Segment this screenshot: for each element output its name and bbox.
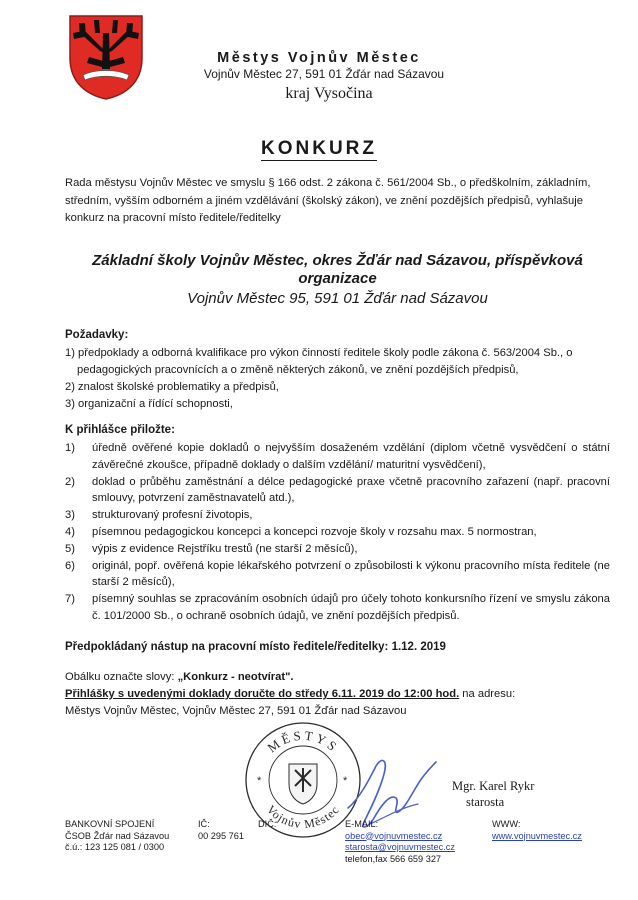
envelope-label: Obálku označte slovy: — [65, 671, 178, 683]
attachment-text: originál, popř. ověřená kopie lékařského potvrzení o způsobilosti k výkonu pracovního místa ředitele (ne starší 2 měsíců), — [92, 559, 610, 589]
attachments-heading: K přihlášce přiložte: — [65, 424, 175, 436]
requirements-list — [65, 345, 620, 413]
requirements-heading: Požadavky: — [65, 329, 129, 341]
attachment-number: 6) — [65, 559, 75, 572]
svg-text:MĚSTYS — [264, 728, 341, 756]
municipality-address: Vojnův Městec 27, 591 01 Žďár nad Sázavou — [203, 67, 445, 81]
stamp-bottom-text: Vojnův Městec — [263, 802, 343, 832]
signer-name: Mgr. Karel Rykr — [452, 779, 535, 793]
region-label: kraj Vysočina — [285, 85, 373, 102]
attachment-text: písemnou pedagogickou koncepci a koncepci rozvoje školy v rozsahu max. 5 normostran, — [92, 525, 537, 538]
deadline-bold: Přihlášky s uvedenými doklady doručte do středy 6.11. 2019 do 12:00 hod. — [65, 688, 460, 700]
delivery-address: Městys Vojnův Městec, Vojnův Městec 27, 591 01 Žďár nad Sázavou — [65, 705, 407, 717]
www-label: WWW: — [492, 819, 521, 829]
attachment-item — [65, 474, 610, 508]
bank-heading: BANKOVNÍ SPOJENÍ — [65, 819, 155, 829]
attachment-text: úředně ověřené kopie dokladů o nejvyšším dosaženém vzdělání (diplom včetně vysvědčení o státní závěrečné zkoušce, případně doklady o dalším vzdělání/ maturitní vysvědčení), — [92, 442, 610, 471]
email-link-office[interactable]: obec@vojnuvmestec.cz — [345, 830, 443, 841]
attachment-text: výpis z evidence Rejstříku trestů (ne starší 2 měsíců), — [92, 542, 358, 555]
attachment-item — [65, 440, 610, 474]
school-address: Vojnův Městec 95, 591 01 Žďár nad Sázavou — [187, 290, 488, 307]
phone-fax: telefon,fax 566 659 327 — [345, 853, 442, 864]
footer-contact — [345, 819, 455, 865]
attachments-list — [65, 440, 610, 625]
footer-web — [492, 819, 582, 842]
attachment-item — [65, 591, 610, 625]
attachment-item — [65, 541, 610, 558]
attachment-number: 3) — [65, 509, 75, 522]
website-link[interactable]: www.vojnuvmestec.cz — [492, 830, 582, 841]
attachment-text: písemný souhlas se zpracováním osobních údajů pro účely tohoto konkursního řízení ve smyslu zákona č. 101/2000 Sb., o ochraně osobních údajů, ve znění pozdějších předpisů. — [92, 593, 610, 622]
envelope-instruction — [65, 671, 294, 683]
requirement-item: 3) organizační a řídící schopnosti, — [65, 398, 233, 410]
signer-role: starosta — [466, 795, 505, 809]
envelope-mark: „Konkurz - neotvírat". — [177, 671, 294, 683]
requirement-item: 1) předpoklady a odborná kvalifikace pro výkon činností ředitele školy podle zákona č. 563/2004 Sb., o — [65, 347, 573, 359]
requirement-item-continuation: pedagogických pracovnících a o změně některých zákonů, ve znění pozdějších předpisů, — [77, 364, 519, 376]
footer-ic — [198, 819, 244, 842]
attachment-item — [65, 558, 610, 592]
stamp-top-text: MĚSTYS — [264, 727, 342, 756]
email-label: E-MAIL: — [345, 819, 379, 829]
attachment-number: 5) — [65, 542, 75, 555]
bank-name: ČSOB Žďár nad Sázavou — [65, 830, 170, 841]
attachment-number: 1) — [65, 442, 75, 454]
intro-paragraph: Rada městysu Vojnův Městec ve smyslu § 166 odst. 2 zákona č. 561/2004 Sb., o předškolním, základním, středním, vyšším odborném a jiném vzdělávání (školský zákon), ve znění pozdějších předpisů, vyhlašuje konkurz na pracovní místo ředitele/ředitelky — [65, 177, 591, 224]
svg-text:*: * — [257, 775, 262, 787]
document-heading: KONKURZ — [261, 138, 377, 159]
bank-account: č.ú.: 123 125 081 / 0300 — [65, 842, 165, 852]
ic-label: IČ: — [198, 819, 210, 829]
attachment-number: 4) — [65, 525, 75, 538]
submission-deadline — [65, 688, 515, 700]
attachment-item — [65, 507, 610, 524]
attachment-text: strukturovaný profesní životopis, — [92, 509, 253, 522]
email-link-mayor[interactable]: starosta@vojnuvmestec.cz — [345, 842, 455, 852]
footer-bank — [65, 819, 169, 854]
svg-text:*: * — [343, 775, 348, 787]
attachment-text: doklad o průběhu zaměstnání a délce pedagogické praxe včetně pracovního zařazení (např. pracovní smlouvy, potvrzení zaměstnavatelů atd.), — [92, 475, 610, 505]
dic-label: DIČ: — [258, 819, 277, 829]
deadline-rest: na adresu: — [459, 688, 516, 700]
start-date: Předpokládaný nástup na pracovní místo ředitele/ředitelky: 1.12. 2019 — [65, 641, 446, 653]
ic-value: 00 295 761 — [198, 830, 244, 841]
school-name: Základní školy Vojnův Městec, okres Žďár nad Sázavou, příspěvková organizace — [92, 252, 583, 287]
attachment-item — [65, 524, 610, 541]
requirement-item: 2) znalost školské problematiky a předpisů, — [65, 381, 279, 393]
municipality-title: Městys Vojnův Městec — [217, 50, 421, 66]
attachment-number: 2) — [65, 475, 75, 488]
footer-dic — [258, 819, 276, 831]
attachment-number: 7) — [65, 593, 75, 606]
